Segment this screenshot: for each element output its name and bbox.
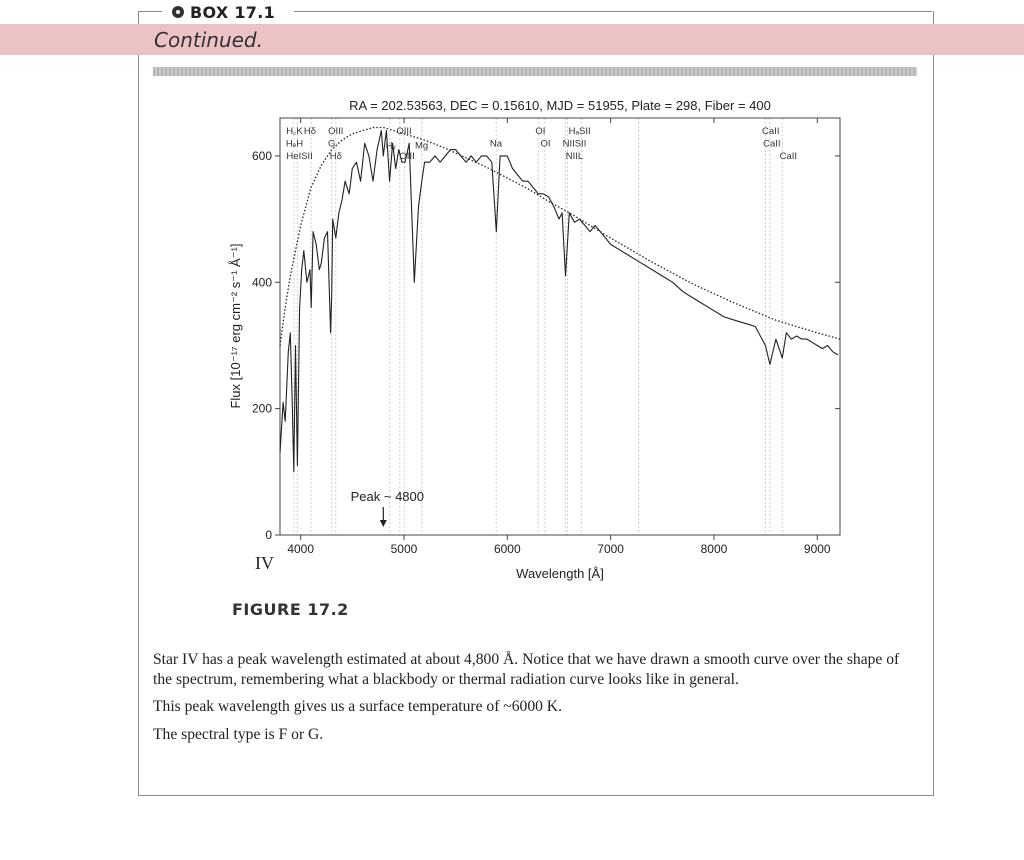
line-annotation: HₑH — [285, 138, 304, 150]
peak-arrow-head — [380, 520, 387, 527]
paragraph: Star IV has a peak wavelength estimated at about 4,800 Å. Notice that we have drawn a smooth curve over the shape of the spectrum, remembering what a blackbody or thermal radiation curve looks like in general. — [153, 651, 900, 688]
line-annotation: HeISII — [286, 151, 313, 163]
y-tick-label: 600 — [251, 148, 272, 163]
body-text — [153, 650, 913, 752]
line-annotation: Hδ — [303, 125, 317, 137]
x-tick-label: 9000 — [803, 542, 831, 556]
line-annotation: Hᵧ — [385, 140, 396, 152]
line-annotation: HₐSII — [568, 125, 591, 137]
spectrum-line — [280, 131, 838, 472]
chart-title: RA = 202.53563, DEC = 0.15610, MJD = 51955, Plate = 298, Fiber = 400 — [349, 98, 771, 113]
y-tick-label: 200 — [251, 401, 272, 416]
line-annotation: CaII — [763, 138, 781, 150]
paragraph: The spectral type is F or G. — [153, 725, 324, 743]
x-tick-label: 4000 — [287, 542, 315, 556]
line-annotation: H꜀K — [286, 125, 303, 137]
line-annotation: OI — [535, 125, 546, 137]
x-tick-label: 6000 — [493, 542, 521, 556]
spectrum-chart — [220, 92, 860, 592]
line-annotation: NIISII — [562, 138, 587, 150]
line-annotations — [286, 126, 797, 162]
line-annotation: Na — [489, 138, 503, 150]
figure-caption: FIGURE 17.2 — [232, 600, 349, 619]
continued-heading: Continued. — [154, 28, 263, 52]
series-layer — [280, 125, 840, 472]
line-annotation: G — [327, 138, 336, 150]
blackbody-fit-curve — [280, 125, 840, 346]
paragraph: This peak wavelength gives us a surface temperature of ~6000 K. — [153, 698, 562, 715]
line-annotation: CaII — [779, 151, 798, 163]
x-tick-label: 5000 — [390, 542, 418, 556]
peak-label: Peak ~ 4800 — [350, 489, 425, 504]
line-annotation: OIII — [399, 151, 415, 163]
line-annotation: OI — [540, 138, 551, 150]
x-tick-label: 7000 — [597, 542, 624, 556]
peak-arrow-icon — [380, 507, 387, 527]
line-annotation: Mg — [414, 140, 429, 152]
x-tick-label: 8000 — [700, 542, 728, 556]
line-annotation: Hδ — [329, 151, 342, 163]
x-axis-label: Wavelength [Å] — [516, 566, 604, 581]
bullet-icon — [172, 6, 184, 18]
absorption-line-markers — [294, 118, 783, 535]
line-annotation: NIIL — [565, 151, 584, 163]
line-annotation: CaII — [762, 125, 780, 137]
line-annotation: OIII — [396, 125, 412, 137]
panel-label: IV — [255, 553, 274, 573]
y-tick-label: 0 — [265, 528, 272, 542]
box-label-text: BOX 17.1 — [190, 2, 276, 22]
divider-bar — [153, 67, 917, 76]
box-label — [172, 2, 275, 22]
y-tick-label: 400 — [251, 275, 272, 290]
line-annotation: OIII — [328, 125, 344, 137]
plot-frame — [280, 118, 840, 535]
y-axis-label: Flux [10⁻¹⁷ erg cm⁻² s⁻¹ Å⁻¹] — [228, 243, 243, 409]
